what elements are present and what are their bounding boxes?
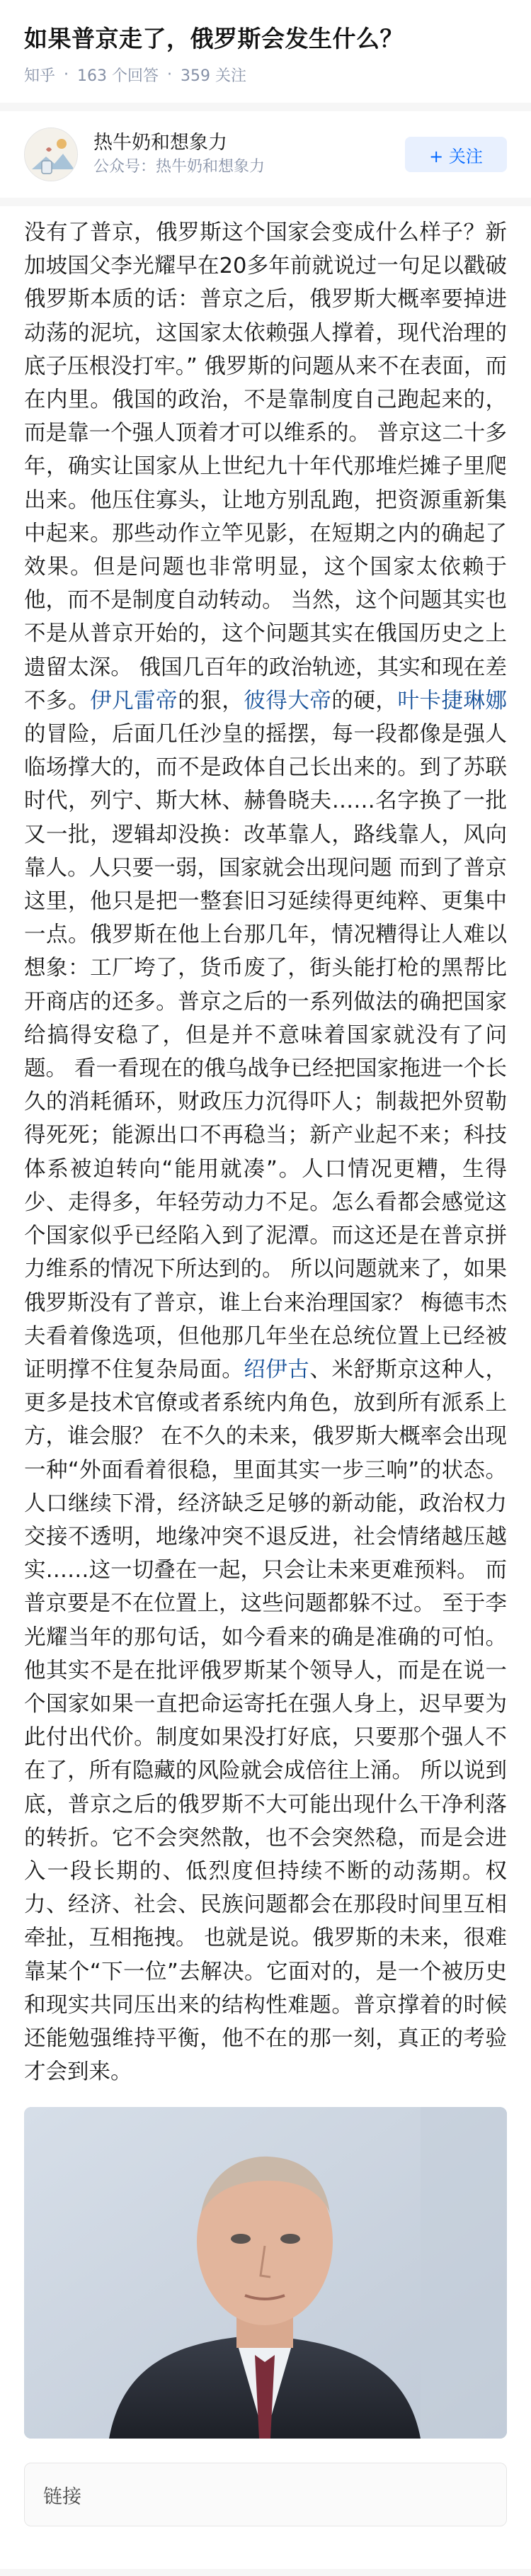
answer-body <box>0 206 531 2107</box>
topic-link-catherine[interactable]: 叶卡捷琳娜 <box>397 688 508 713</box>
portrait-photo[interactable] <box>24 2107 507 2439</box>
author-card <box>0 111 531 198</box>
author-info <box>93 130 265 179</box>
answer-text: 的狠， <box>178 688 244 713</box>
topic-link-ivan[interactable]: 伊凡雷帝 <box>90 688 178 713</box>
avatar-illustration-icon <box>25 128 78 181</box>
answer-text: 没有了普京，俄罗斯这个国家会变成什么样子？新加坡国父李光耀早在20多年前就说过一句足以戳破俄罗斯本质的话：普京之后，俄罗斯大概率要掉进动荡的泥坑，这国家太依赖强人撑着，现代治理的底子压根没打牢。” 俄罗斯的问题从来不在表面，而在内里。俄国的政治，不是靠制度自己跑起来的，而是靠一个强人顶着才可以维系的。 普京这二十多年，确实让国家从上世纪九十年代那堆烂摊子里爬出来。他压住寡头，让地方别乱跑，把资源重新集中起来。那些动作立竿见影，在短期之内的确起了效果。但是问题也非常明显，这个国家太依赖于他，而不是制度自动转动。 当然，这个问题其实也不是从普京开始的，这个问题其实在俄国历史之上遗留太深。 俄国几百年的政治轨迹，其实和现在差不多。 <box>24 220 507 713</box>
answer-text: 的冒险，后面几任沙皇的摇摆，每一段都像是强人临场撑大的，而不是政体自己长出来的。到了苏联时代，列宁、斯大林、赫鲁晓夫……名字换了一批又一批，逻辑却没换：改革靠人，路线靠人，风向靠人。人只要一弱，国家就会出现问题 而到了普京这里，他只是把一整套旧习延续得更纯粹、更集中一点。俄罗斯在他上台那几年，情况糟得让人难以想象：工厂垮了，货币废了，街头能打枪的黑帮比开商店的还多。普京之后的一系列做法的确把国家给搞得安稳了，但是并不意味着国家就没有了问题。 看一看现在的俄乌战争已经把国家拖进一个长久的消耗循环，财政压力沉得吓人；制裁把外贸勒得死死；能源出口不再稳当；新产业起不来；科技体系被迫转向“能用就凑”。人口情况更糟，生得少、走得多，年轻劳动力不足。怎么看都会感觉这个国家似乎已经陷入到了泥潭。而这还是在普京拼力维系的情况下所达到的。 所以问题就来了，如果俄罗斯没有了普京，谁上台来治理国家？ 梅德韦杰夫看着像选项，但他那几年坐在总统位置上已经被证明撑不住复杂局面。 <box>24 722 507 1382</box>
separator-dot: · <box>64 66 69 84</box>
link-card-section <box>0 2463 531 2569</box>
avatar[interactable] <box>24 128 78 181</box>
author-name[interactable]: 热牛奶和想象力 <box>93 132 227 154</box>
answer-text: 的硬， <box>331 688 398 713</box>
topic-link-peter[interactable]: 彼得大帝 <box>244 688 332 713</box>
site-name[interactable]: 知乎 <box>24 67 56 85</box>
photo-section <box>0 2107 531 2463</box>
author-subtitle: 公众号：热牛奶和想象力 <box>93 158 266 176</box>
link-card[interactable] <box>24 2463 507 2526</box>
question-header <box>0 0 531 103</box>
answers-count[interactable]: 163 个回答 <box>77 67 159 85</box>
question-meta <box>24 64 507 86</box>
portrait-illustration <box>24 2107 507 2439</box>
question-title[interactable]: 如果普京走了，俄罗斯会发生什么？ <box>24 25 404 52</box>
separator-dot: · <box>167 66 173 84</box>
link-card-label: 链接 <box>43 2485 81 2508</box>
answer-text: 、米舒斯京这种人，更多是技术官僚或者系统内角色，放到所有派系上方，谁会服？ 在不久的未来，俄罗斯大概率会出现一种“外面看着很稳，里面其实一步三响”的状态。人口继续下滑，经济缺乏足够的新动能，政治权力交接不透明，地缘冲突不退反进，社会情绪越压越实……这一切叠在一起，只会让未来更难预料。 而普京要是不在位置上，这些问题都躲不过。 至于李光耀当年的那句话，如今看来的确是准确的可怕。他其实不是在批评俄罗斯某个领导人，而是在说一个国家如果一直把命运寄托在强人身上，迟早要为此付出代价。制度如果没打好底，只要那个强人不在了，所有隐藏的风险就会成倍往上涌。 所以说到底，普京之后的俄罗斯不大可能出现什么干净利落的转折。它不会突然散，也不会突然稳，而是会进入一段长期的、低烈度但持续不断的动荡期。权力、经济、社会、民族问题都会在那段时间里互相牵扯，互相拖拽。 也就是说。俄罗斯的未来，很难靠某个“下一位”去解决。它面对的，是一个被历史和现实共同压出来的结构性难题。普京撑着的时候还能勉强维持平衡，他不在的那一刻，真正的考验才会到来。 <box>24 1357 508 2085</box>
topic-link-shoigu[interactable]: 绍伊古 <box>244 1357 310 1382</box>
follow-button[interactable]: + 关注 <box>405 137 507 172</box>
followers-count: 359 关注 <box>181 67 247 85</box>
